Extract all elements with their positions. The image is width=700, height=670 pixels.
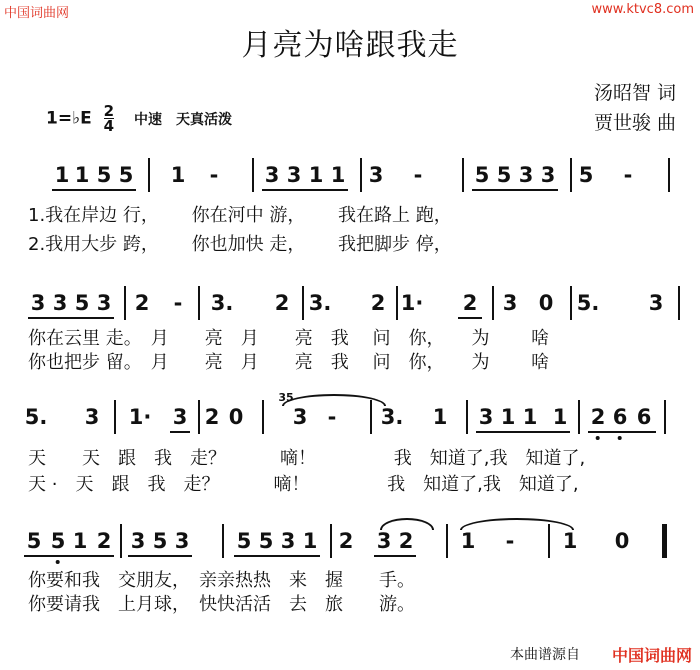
footer-source-text: 本曲谱源自 [510,647,580,663]
bar-line [462,158,464,192]
bar-line [466,400,468,434]
note: 3 [96,291,112,315]
bar-line [330,524,332,558]
note: 3 [52,291,68,315]
note: 2 [462,291,478,315]
meter-bottom: 4 [103,117,115,135]
watermark-left: 中国词曲网 [4,6,70,21]
beam-line [472,189,558,191]
lyric-line-2b: 你也把步 留。 月 亮 月 亮 我 问 你， 为 啥 [28,352,550,373]
bar-line [492,286,494,320]
note: 5. [576,291,600,315]
note: 5 [26,529,42,553]
note: 5 [118,163,134,187]
note: 3. [308,291,332,315]
grace-notes: 35 [278,391,294,404]
bar-line [570,158,572,192]
note: 3. [210,291,234,315]
note: 2 [204,405,220,429]
bar-line [570,286,572,320]
note: 3 [368,163,384,187]
note: - [505,529,515,553]
lyric-line-1b: 2.我用大步 跨， 你也加快 走， 我把脚步 停， [28,234,452,255]
note: - [173,291,183,315]
note: 3 [502,291,518,315]
note: - [623,163,633,187]
bar-line [198,400,200,434]
bar-line [678,286,680,320]
bar-line [262,400,264,434]
note: 5 [496,163,512,187]
beam-line [476,431,570,433]
beam-line [28,317,114,319]
note: 1 [522,405,538,429]
note: 2 [398,529,414,553]
note: - [327,405,337,429]
note: 1 [170,163,186,187]
note: 1 [552,405,568,429]
tempo-marking: 中速 天真活泼 [134,111,232,128]
note: 1 [330,163,346,187]
bar-line [578,400,580,434]
bar-line [302,286,304,320]
note: 3 [84,405,100,429]
note: 2 [96,529,112,553]
bar-line [198,286,200,320]
note: 5 [236,529,252,553]
note: 1 [500,405,516,429]
note: 0 [614,529,630,553]
lyric-line-3b: 天 · 天 跟 我 走？ 嘀！ 我 知道了,我 知道了, [28,474,579,495]
note: 3 [648,291,664,315]
note: 1 [72,529,88,553]
bar-line [124,286,126,320]
lyric-line-4b: 你要请我 上月球， 快快活活 去 旅 游。 [28,594,415,615]
note: 3 [286,163,302,187]
note: 3 [280,529,296,553]
note: 5 [578,163,594,187]
note: 2 [338,529,354,553]
note: 3 [540,163,556,187]
song-title: 月亮为啥跟我走 [241,28,459,63]
bar-line [360,158,362,192]
note: 3. [380,405,404,429]
note: 3 [130,529,146,553]
note: 2 [370,291,386,315]
bar-line [668,158,670,192]
note: 6 [636,405,652,429]
note: 5 [474,163,490,187]
note: 2 [274,291,290,315]
bar-line [114,400,116,434]
note: 6 [612,405,628,429]
note: 5 [74,291,90,315]
watermark-right: www.ktvc8.com [591,2,694,17]
note: 3 [292,405,308,429]
note: 1 [562,529,578,553]
lyric-line-1a: 1.我在岸边 行， 你在河中 游， 我在路上 跑， [28,205,452,226]
bar-line [396,286,398,320]
note: 3 [30,291,46,315]
lyric-line-4a: 你要和我 交朋友， 亲亲热热 来 握 手。 [28,570,415,591]
bar-line [120,524,122,558]
beam-line [170,431,190,433]
bar-line [148,158,150,192]
note: 3 [518,163,534,187]
note: 1 [74,163,90,187]
bar-line [446,524,448,558]
note: 5 [96,163,112,187]
note: 5. [24,405,48,429]
beam-line [128,555,192,557]
note: 0 [538,291,554,315]
tie-arc [282,394,386,406]
note: 0 [228,405,244,429]
bar-line [664,400,666,434]
note: 3 [478,405,494,429]
note: 1 [302,529,318,553]
key-signature: 1=♭E [46,108,92,129]
key-signature-row [46,104,232,133]
final-bar-line [662,524,667,558]
note: 5 [50,529,66,553]
time-signature [104,104,114,133]
note: - [209,163,219,187]
beam-line [24,555,114,557]
slur-arc [380,518,434,530]
meter-top: 2 [103,102,115,120]
beam-line [262,189,348,191]
beam-line [374,555,416,557]
lyric-line-2a: 你在云里 走。 月 亮 月 亮 我 问 你， 为 啥 [28,328,550,349]
bar-line [222,524,224,558]
bar-line [252,158,254,192]
note: 3 [376,529,392,553]
note: 5 [258,529,274,553]
tie-arc [460,518,574,530]
note: 1· [400,291,424,315]
note: 1· [128,405,152,429]
lyricist-credit: 汤昭智 词 [593,82,676,104]
note: 2 [590,405,606,429]
note: 2 [134,291,150,315]
note: 3 [264,163,280,187]
note: - [413,163,423,187]
note: 1 [432,405,448,429]
beam-line [234,555,320,557]
beam-line [588,431,656,433]
note: 1 [460,529,476,553]
note: 5 [152,529,168,553]
note: 1 [308,163,324,187]
composer-credit: 贾世骏 曲 [593,112,676,134]
beam-line [458,317,482,319]
note: 1 [54,163,70,187]
note: 3 [174,529,190,553]
footer-brand[interactable]: 中国词曲网 [611,646,692,665]
beam-line [52,189,136,191]
note: 3 [172,405,188,429]
lyric-line-3a: 天 天 跟 我 走？ 嘀！ 我 知道了,我 知道了, [28,448,586,469]
